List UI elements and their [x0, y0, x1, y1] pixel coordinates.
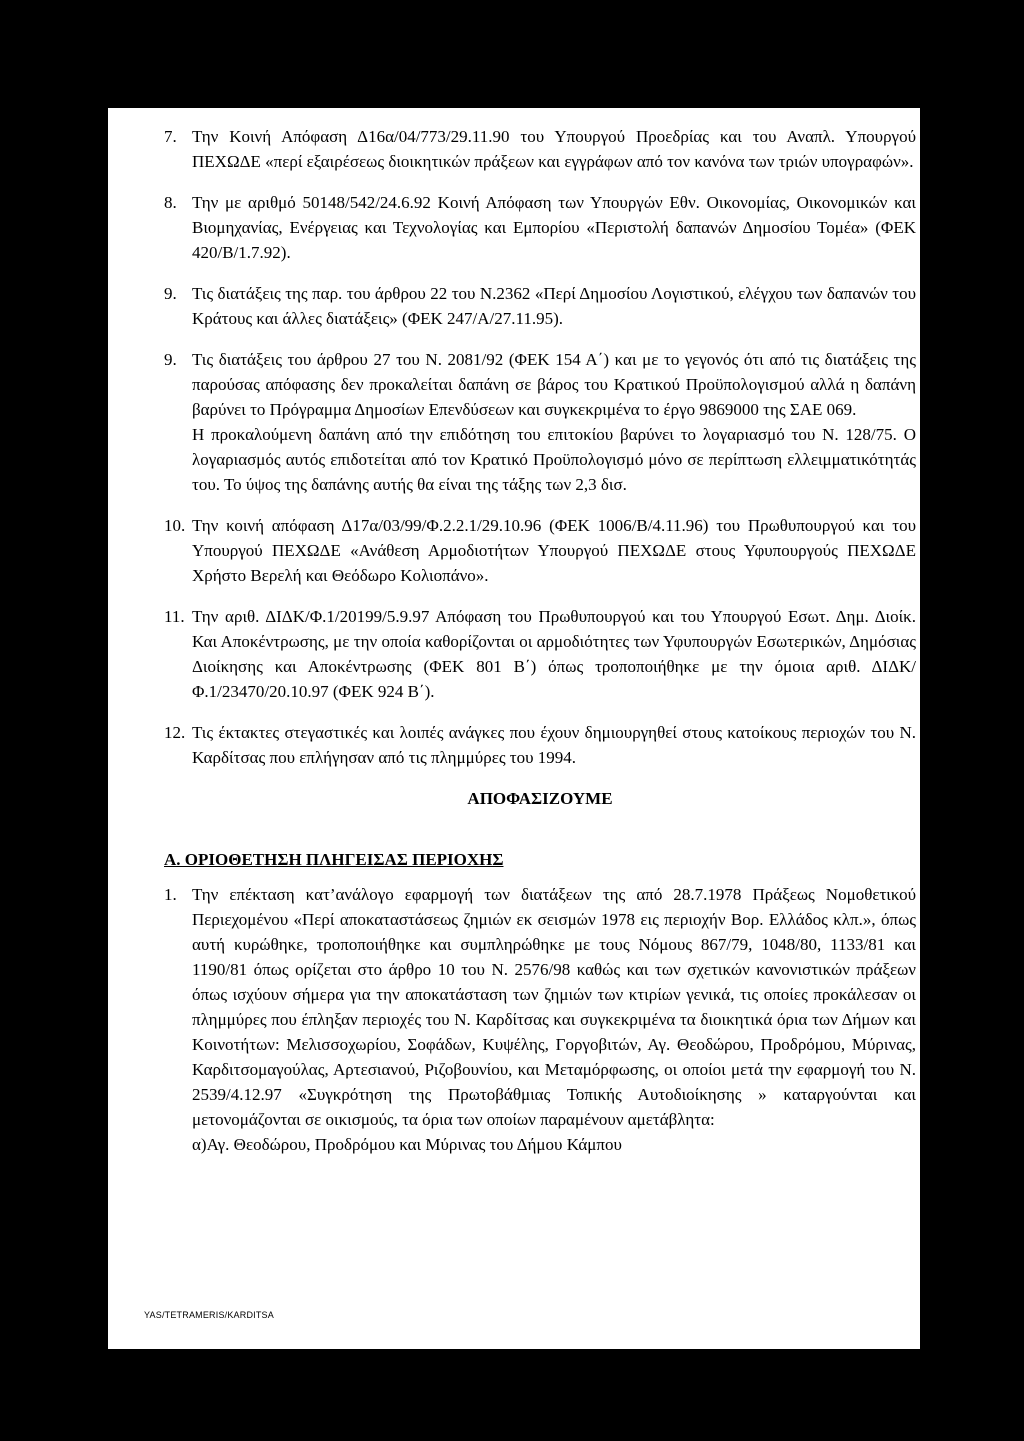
sub-item-text: α)Αγ. Θεοδώρου, Προδρόμου και Μύρινας του Δήμου Κάμπου	[192, 1135, 622, 1154]
item-number: 11.	[164, 607, 185, 626]
item-number: 1.	[164, 885, 177, 904]
list-item	[164, 513, 916, 588]
item-number: 12.	[164, 723, 186, 742]
item-number: 7.	[164, 127, 177, 146]
footer-code: YAS/TETRAMERIS/KARDITSA	[144, 1310, 274, 1320]
item-text: Τις διατάξεις του άρθρου 27 του Ν. 2081/92 (ΦΕΚ 154 Α΄) και με το γεγονός ότι από τις διατάξεις της παρούσας απόφασης δεν προκαλείται δαπάνη σε βάρος του Κρατικού Προϋπολογισμού αλλά η δαπάνη βαρύνει το Πρόγραμμα Δημοσίων Επενδύσεων και συγκεκριμένα το έργο 9869000 της ΣΑΕ 069.	[192, 350, 916, 419]
item-text: Την Κοινή Απόφαση Δ16α/04/773/29.11.90 του Υπουργού Προεδρίας και του Αναπλ. Υπουργού ΠΕΧΩΔΕ «περί εξαιρέσεως διοικητικών πράξεων και εγγράφων από τον κανόνα των τριών υπογραφών».	[192, 127, 916, 171]
list-item	[164, 281, 916, 331]
item-text: Την αριθ. ΔΙΔΚ/Φ.1/20199/5.9.97 Απόφαση του Πρωθυπουργού και του Υπουργού Εσωτ. Δημ. Διοίκ. Και Αποκέντρωσης, με την οποία καθορίζονται οι αρμοδιότητες των Υφυπουργών Εσωτερικών, Δημόσιας Διοίκησης και Αποκέντρωσης (ΦΕΚ 801 Β΄) όπως τροποποιήθηκε με την όμοια αριθ. ΔΙΔΚ/Φ.1/23470/20.10.97 (ΦΕΚ 924 Β΄).	[192, 607, 916, 701]
list-item	[164, 124, 916, 174]
item-text: Την κοινή απόφαση Δ17α/03/99/Φ.2.2.1/29.10.96 (ΦΕΚ 1006/Β/4.11.96) του Πρωθυπουργού και του Υπουργού ΠΕΧΩΔΕ «Ανάθεση Αρμοδιοτήτων Υπουργού ΠΕΧΩΔΕ στους Υφυπουργούς ΠΕΧΩΔΕ Χρήστο Βερελή και Θεόδωρο Κολιοπάνο».	[192, 516, 916, 585]
item-number: 9.	[164, 284, 177, 303]
list-item	[164, 190, 916, 265]
section-title: Α. ΟΡΙΟΘΕΤΗΣΗ ΠΛΗΓΕΙΣΑΣ ΠΕΡΙΟΧΗΣ	[164, 850, 504, 869]
item-number: 8.	[164, 193, 177, 212]
decision-heading: ΑΠΟΦΑΣΙΖΟΥΜΕ	[467, 789, 613, 808]
list-item	[164, 347, 916, 497]
document-body	[164, 124, 916, 1173]
item-text: Τις έκτακτες στεγαστικές και λοιπές ανάγκες που έχουν δημιουργηθεί στους κατοίκους περιοχών του Ν. Καρδίτσας που επλήγησαν από τις πλημμύρες του 1994.	[192, 723, 916, 767]
list-item	[164, 882, 916, 1157]
list-item	[164, 604, 916, 704]
item-text: Την με αριθμό 50148/542/24.6.92 Κοινή Απόφαση των Υπουργών Εθν. Οικονομίας, Οικονομικών και Βιομηχανίας, Ενέργειας και Τεχνολογίας και Εμπορίου «Περιστολή δαπανών Δημοσίου Τομέα» (ΦΕΚ 420/Β/1.7.92).	[192, 193, 916, 262]
item-number: 9.	[164, 350, 177, 369]
item-number: 10.	[164, 516, 186, 535]
list-item	[164, 720, 916, 770]
document-page	[108, 108, 920, 1349]
item-text-continuation: Η προκαλούμενη δαπάνη από την επιδότηση του επιτοκίου βαρύνει το λογαριασμό του Ν. 128/75. Ο λογαριασμός αυτός επιδοτείται από τον Κρατικό Προϋπολογισμό μόνο σε περίπτωση ελλειμματικότητάς του. Το ύψος της δαπάνης αυτής θα είναι της τάξης των 2,3 δισ.	[192, 425, 916, 494]
item-text: Τις διατάξεις της παρ. του άρθρου 22 του Ν.2362 «Περί Δημοσίου Λογιστικού, ελέγχου των δαπανών του Κράτους και άλλες διατάξεις» (ΦΕΚ 247/Α/27.11.95).	[192, 284, 916, 328]
item-text: Την επέκταση κατ’ανάλογο εφαρμογή των διατάξεων της από 28.7.1978 Πράξεως Νομοθετικού Περιεχομένου «Περί αποκαταστάσεως ζημιών εκ σεισμών 1978 εις περιοχήν Βορ. Ελλάδος κλπ.», όπως αυτή κυρώθηκε, τροποποιήθηκε και συμπληρώθηκε με τους Νόμους 867/79, 1048/80, 1133/81 και 1190/81 όπως ορίζεται στο άρθρο 10 του Ν. 2576/98 καθώς και των σχετικών κανονιστικών πράξεων όπως ισχύουν σήμερα για την αποκατάσταση των ζημιών των κτιρίων γενικά, τις οποίες προκάλεσαν οι πλημμύρες που έπληξαν περιοχές του Ν. Καρδίτσας και συγκεκριμένα τα διοικητικά όρια των Δήμων και Κοινοτήτων: Μελισσοχωρίου, Σοφάδων, Κυψέλης, Γοργοβιτών, Αγ. Θεοδώρου, Προδρόμου, Μύρινας, Καρδιτσομαγούλας, Αρτεσιανού, Ριζοβουνίου, και Μεταμόρφωσης, οι οποίοι μετά την εφαρμογή του Ν. 2539/4.12.97 «Συγκρότηση της Πρωτοβάθμιας Τοπικής Αυτοδιοίκησης » καταργούνται και μετονομάζονται σε οικισμούς, τα όρια των οποίων παραμένουν αμετάβλητα:	[192, 885, 916, 1129]
